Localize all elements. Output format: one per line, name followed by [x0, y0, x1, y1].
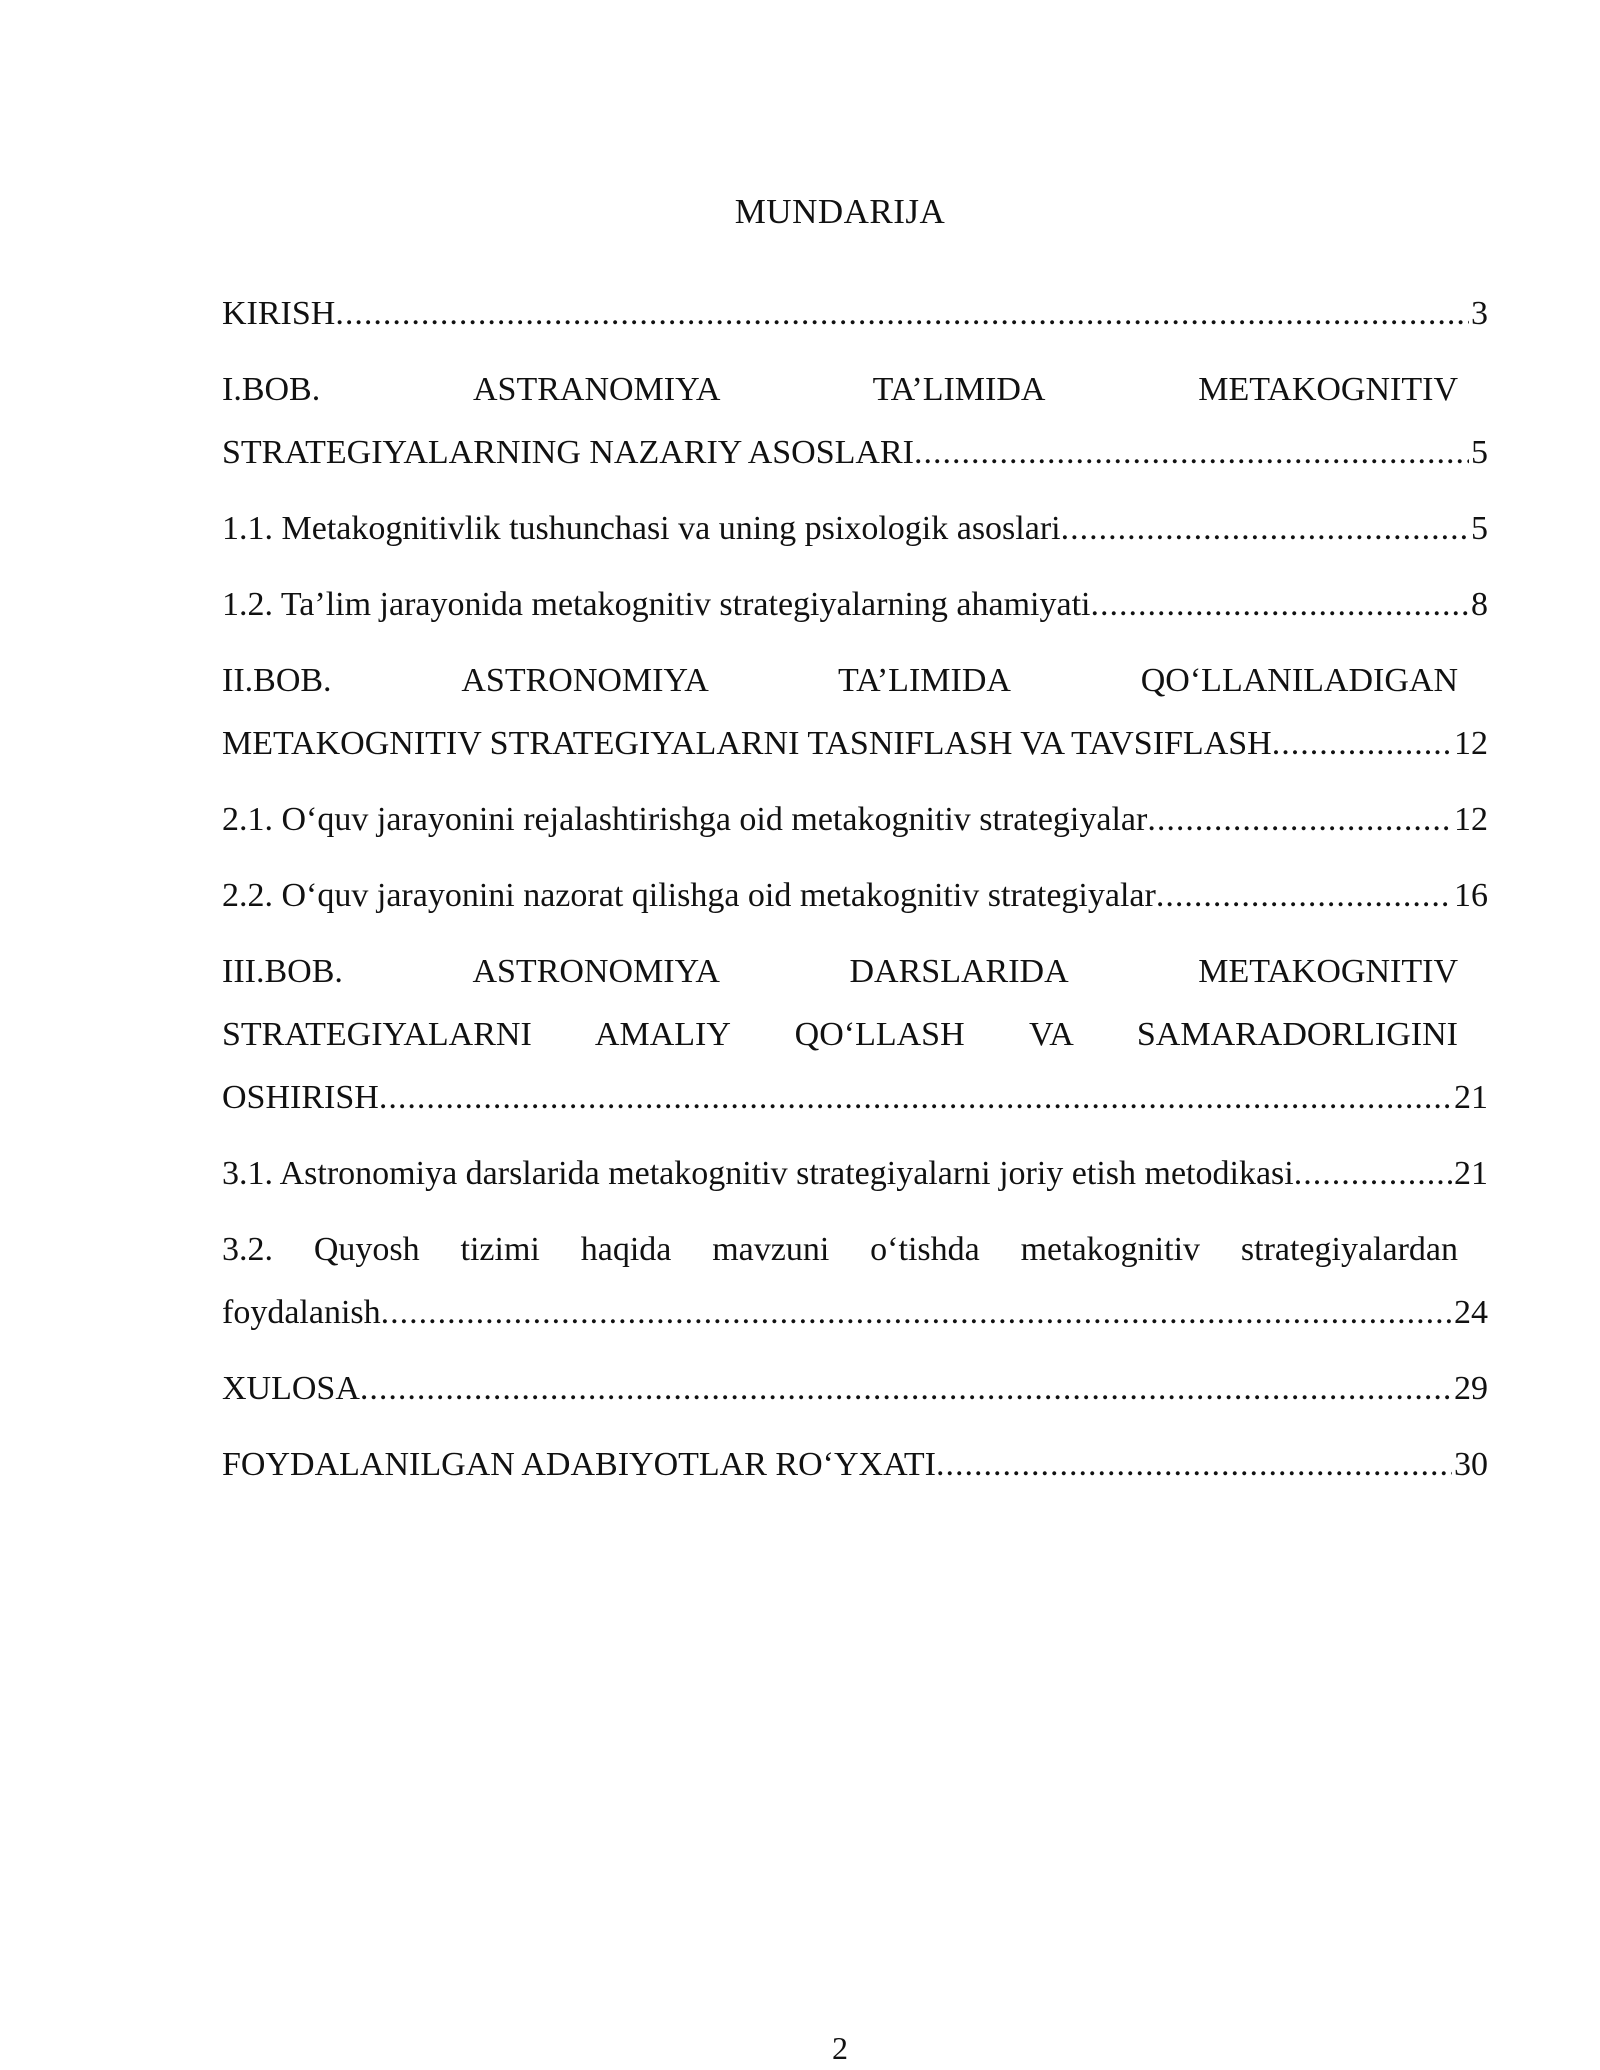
toc-entry-label: foydalanish — [222, 1294, 381, 1331]
toc-entry[interactable] — [222, 940, 1488, 1129]
dot-leader — [1272, 712, 1452, 775]
toc-entry-label: 1.2. Ta’lim jarayonida metakognitiv strategiyalarning ahamiyati — [222, 586, 1091, 623]
toc-entry-label: KIRISH — [222, 295, 336, 332]
toc-entry-line — [222, 497, 1488, 560]
dot-leader — [1294, 1142, 1452, 1205]
dot-leader — [1147, 788, 1452, 851]
toc-entry-page-number: 21 — [1454, 1079, 1488, 1116]
dot-leader — [936, 1433, 1452, 1496]
toc-entry-line — [222, 1357, 1488, 1420]
toc-entry-page-number: 21 — [1454, 1155, 1488, 1192]
toc-entry-page-number: 5 — [1471, 510, 1488, 547]
toc-entry-heading-line: STRATEGIYALARNI AMALIY QO‘LLASH VA SAMARADORLIGINI — [222, 1016, 1458, 1053]
dot-leader — [381, 1281, 1452, 1344]
toc-entry-heading-line: I.BOB. ASTRANOMIYA TA’LIMIDA METAKOGNITIV — [222, 371, 1458, 408]
dot-leader — [360, 1357, 1452, 1420]
toc-entry-heading-line: II.BOB. ASTRONOMIYA TA’LIMIDA QO‘LLANILADIGAN — [222, 662, 1458, 699]
toc-entry-label: XULOSA — [222, 1370, 360, 1407]
toc-entry-line — [222, 1142, 1488, 1205]
toc-entry-page-number: 5 — [1471, 434, 1488, 471]
toc-entry-page-number: 30 — [1454, 1446, 1488, 1483]
toc-entry[interactable] — [222, 649, 1488, 775]
toc-entry-line — [222, 573, 1488, 636]
dot-leader — [335, 282, 1469, 345]
toc-entry-page-number: 12 — [1454, 801, 1488, 838]
toc-entry-page-number: 29 — [1454, 1370, 1488, 1407]
toc-entry-label: 2.2. O‘quv jarayonini nazorat qilishga oid metakognitiv strategiyalar — [222, 877, 1156, 914]
toc-entry-line — [222, 864, 1488, 927]
toc-entry[interactable] — [222, 282, 1488, 345]
page-title: MUNDARIJA — [734, 192, 946, 231]
toc-entry-heading-line: III.BOB. ASTRONOMIYA DARSLARIDA METAKOGNITIV — [222, 953, 1458, 990]
dot-leader — [1156, 864, 1452, 927]
toc-entry-label: FOYDALANILGAN ADABIYOTLAR RO‘YXATI — [222, 1446, 936, 1483]
toc-entry-page-number: 16 — [1454, 877, 1488, 914]
toc-entry-label: OSHIRISH — [222, 1079, 379, 1116]
toc-entry-line — [222, 1066, 1488, 1129]
page-number: 2 — [832, 2030, 848, 2066]
toc-entry[interactable] — [222, 497, 1488, 560]
dot-leader — [1090, 573, 1469, 636]
toc-entry[interactable] — [222, 1357, 1488, 1420]
toc-entry-page-number: 3 — [1471, 295, 1488, 332]
toc-entry[interactable] — [222, 573, 1488, 636]
toc-entry[interactable] — [222, 1218, 1488, 1344]
toc-entry[interactable] — [222, 1433, 1488, 1496]
toc-entry-label: 2.1. O‘quv jarayonini rejalashtirishga oid metakognitiv strategiyalar — [222, 801, 1148, 838]
toc-entry[interactable] — [222, 864, 1488, 927]
toc-entry-label: STRATEGIYALARNING NAZARIY ASOSLARI — [222, 434, 914, 471]
toc-entry-line — [222, 1433, 1488, 1496]
toc-entry-label: 3.1. Astronomiya darslarida metakognitiv strategiyalarni joriy etish metodikasi — [222, 1155, 1294, 1192]
toc-entry[interactable] — [222, 358, 1488, 484]
toc-entry[interactable] — [222, 788, 1488, 851]
toc-entry-line — [222, 712, 1488, 775]
toc-entry-line — [222, 282, 1488, 345]
toc-entry-line — [222, 1281, 1488, 1344]
toc-entry-heading-line: 3.2. Quyosh tizimi haqida mavzuni o‘tishda metakognitiv strategiyalardan — [222, 1231, 1458, 1268]
table-of-contents — [222, 282, 1488, 1509]
toc-entry-label: 1.1. Metakognitivlik tushunchasi va uning psixologik asoslari — [222, 510, 1061, 547]
toc-entry-page-number: 12 — [1454, 725, 1488, 762]
toc-entry[interactable] — [222, 1142, 1488, 1205]
dot-leader — [379, 1066, 1452, 1129]
toc-entry-page-number: 24 — [1454, 1294, 1488, 1331]
toc-entry-page-number: 8 — [1471, 586, 1488, 623]
dot-leader — [914, 421, 1469, 484]
dot-leader — [1061, 497, 1469, 560]
toc-entry-line — [222, 421, 1488, 484]
toc-entry-label: METAKOGNITIV STRATEGIYALARNI TASNIFLASH VA TAVSIFLASH — [222, 725, 1272, 762]
toc-entry-line — [222, 788, 1488, 851]
